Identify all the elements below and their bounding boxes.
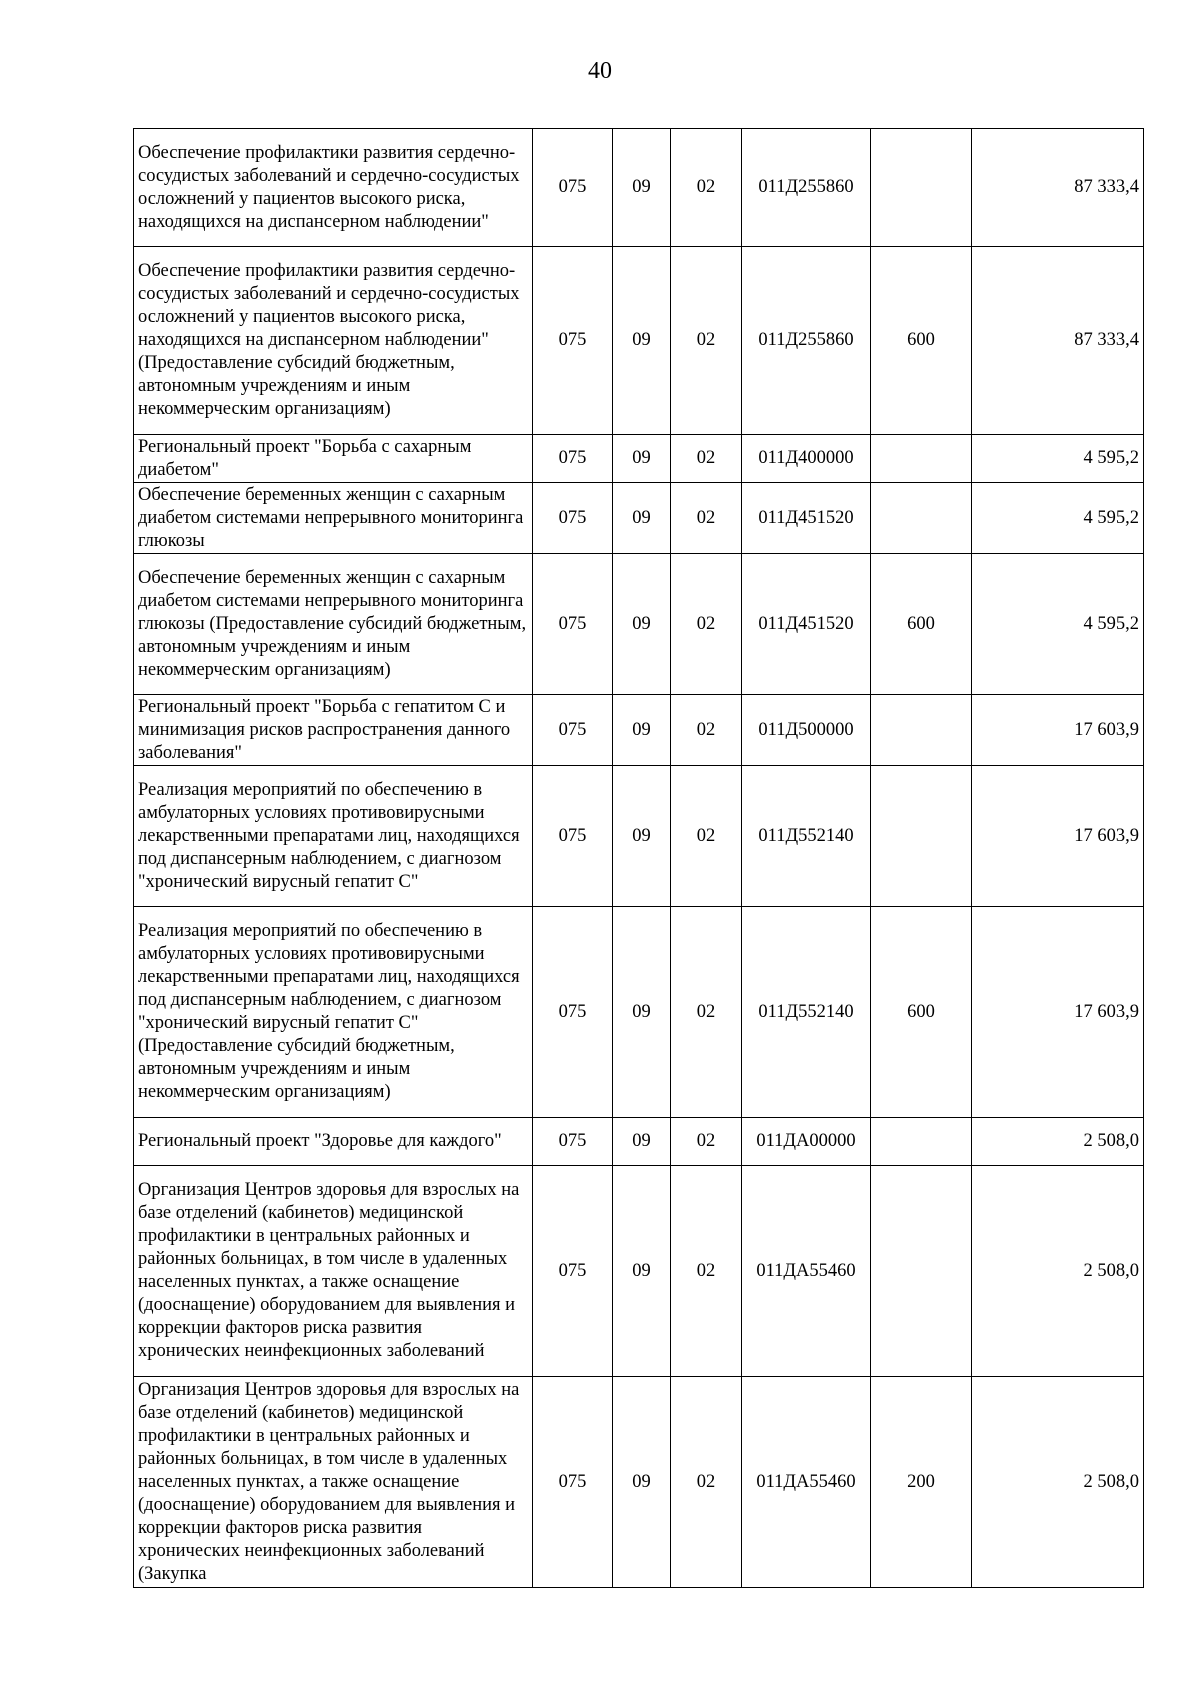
row-ved: 075: [533, 1118, 613, 1166]
row-rz: 09: [613, 554, 671, 695]
row-pr: 02: [671, 1118, 742, 1166]
row-rz: 09: [613, 483, 671, 554]
row-sum: 87 333,4: [972, 129, 1144, 247]
table-row: [134, 247, 1144, 435]
row-ved: 075: [533, 554, 613, 695]
row-vr: 600: [871, 247, 972, 435]
row-rz: 09: [613, 129, 671, 247]
row-csr: 011Д255860: [742, 129, 871, 247]
row-rz: 09: [613, 695, 671, 766]
row-sum: 4 595,2: [972, 554, 1144, 695]
row-csr: 011Д255860: [742, 247, 871, 435]
row-csr: 011Д552140: [742, 766, 871, 907]
row-csr: 011ДА00000: [742, 1118, 871, 1166]
row-ved: 075: [533, 1166, 613, 1377]
page-number: 40: [588, 58, 612, 84]
row-name: Обеспечение беременных женщин с сахарным диабетом системами непрерывного мониторинга глюкозы (Предоставление субсидий бюджетным, автономным учреждениям и иным некоммерческим организациям): [134, 554, 533, 695]
table-row: [134, 1118, 1144, 1166]
row-vr: [871, 1118, 972, 1166]
row-ved: 075: [533, 129, 613, 247]
row-csr: 011ДА55460: [742, 1166, 871, 1377]
row-pr: 02: [671, 129, 742, 247]
row-vr: 600: [871, 907, 972, 1118]
row-vr: [871, 435, 972, 483]
row-pr: 02: [671, 1166, 742, 1377]
row-rz: 09: [613, 766, 671, 907]
row-csr: 011Д451520: [742, 554, 871, 695]
row-vr: [871, 483, 972, 554]
row-rz: 09: [613, 435, 671, 483]
row-pr: 02: [671, 435, 742, 483]
row-name: Реализация мероприятий по обеспечению в амбулаторных условиях противовирусными лекарственными препаратами лиц, находящихся под диспансерным наблюдением, с диагнозом "хронический вирусный гепатит С": [134, 766, 533, 907]
row-rz: 09: [613, 1118, 671, 1166]
row-ved: 075: [533, 1377, 613, 1588]
table-row: [134, 129, 1144, 247]
row-name: Обеспечение профилактики развития сердечно-сосудистых заболеваний и сердечно-сосудистых осложнений у пациентов высокого риска, находящихся на диспансерном наблюдении" (Предоставление субсидий бюджетным, автономным учреждениям и иным некоммерческим организациям): [134, 247, 533, 435]
row-name: Обеспечение беременных женщин с сахарным диабетом системами непрерывного мониторинга глюкозы: [134, 483, 533, 554]
row-pr: 02: [671, 907, 742, 1118]
row-pr: 02: [671, 695, 742, 766]
row-name: Региональный проект "Борьба с гепатитом С и минимизация рисков распространения данного заболевания": [134, 695, 533, 766]
row-rz: 09: [613, 907, 671, 1118]
row-sum: 87 333,4: [972, 247, 1144, 435]
table-row: [134, 483, 1144, 554]
row-sum: 4 595,2: [972, 483, 1144, 554]
row-sum: 2 508,0: [972, 1166, 1144, 1377]
row-rz: 09: [613, 247, 671, 435]
row-name: Обеспечение профилактики развития сердечно-сосудистых заболеваний и сердечно-сосудистых осложнений у пациентов высокого риска, находящихся на диспансерном наблюдении": [134, 129, 533, 247]
row-name: Организация Центров здоровья для взрослых на базе отделений (кабинетов) медицинской профилактики в центральных районных и районных больницах, в том числе в удаленных населенных пунктах, а также оснащение (дооснащение) оборудованием для выявления и коррекции факторов риска развития хронических неинфекционных заболеваний (Закупка: [134, 1377, 533, 1588]
row-sum: 17 603,9: [972, 766, 1144, 907]
table-row: [134, 766, 1144, 907]
row-sum: 17 603,9: [972, 695, 1144, 766]
row-csr: 011Д451520: [742, 483, 871, 554]
row-ved: 075: [533, 766, 613, 907]
row-name: Организация Центров здоровья для взрослых на базе отделений (кабинетов) медицинской профилактики в центральных районных и районных больницах, в том числе в удаленных населенных пунктах, а также оснащение (дооснащение) оборудованием для выявления и коррекции факторов риска развития хронических неинфекционных заболеваний: [134, 1166, 533, 1377]
row-sum: 2 508,0: [972, 1377, 1144, 1588]
row-pr: 02: [671, 554, 742, 695]
row-ved: 075: [533, 435, 613, 483]
row-name: Региональный проект "Борьба с сахарным диабетом": [134, 435, 533, 483]
row-csr: 011Д400000: [742, 435, 871, 483]
row-vr: 600: [871, 554, 972, 695]
row-pr: 02: [671, 483, 742, 554]
row-sum: 17 603,9: [972, 907, 1144, 1118]
row-pr: 02: [671, 247, 742, 435]
row-name: Региональный проект "Здоровье для каждого": [134, 1118, 533, 1166]
row-pr: 02: [671, 766, 742, 907]
table-row: [134, 554, 1144, 695]
row-sum: 4 595,2: [972, 435, 1144, 483]
row-rz: 09: [613, 1377, 671, 1588]
table-row: [134, 1166, 1144, 1377]
row-ved: 075: [533, 695, 613, 766]
row-csr: 011Д552140: [742, 907, 871, 1118]
table-row: [134, 695, 1144, 766]
row-vr: [871, 695, 972, 766]
table-row: [134, 907, 1144, 1118]
row-name: Реализация мероприятий по обеспечению в амбулаторных условиях противовирусными лекарственными препаратами лиц, находящихся под диспансерным наблюдением, с диагнозом "хронический вирусный гепатит С" (Предоставление субсидий бюджетным, автономным учреждениям и иным некоммерческим организациям): [134, 907, 533, 1118]
row-ved: 075: [533, 907, 613, 1118]
row-vr: 200: [871, 1377, 972, 1588]
row-ved: 075: [533, 483, 613, 554]
budget-table: [133, 128, 1144, 1588]
table-row: [134, 1377, 1144, 1588]
row-csr: 011ДА55460: [742, 1377, 871, 1588]
row-ved: 075: [533, 247, 613, 435]
row-vr: [871, 1166, 972, 1377]
row-rz: 09: [613, 1166, 671, 1377]
row-vr: [871, 766, 972, 907]
row-sum: 2 508,0: [972, 1118, 1144, 1166]
row-csr: 011Д500000: [742, 695, 871, 766]
row-vr: [871, 129, 972, 247]
table-row: [134, 435, 1144, 483]
row-pr: 02: [671, 1377, 742, 1588]
